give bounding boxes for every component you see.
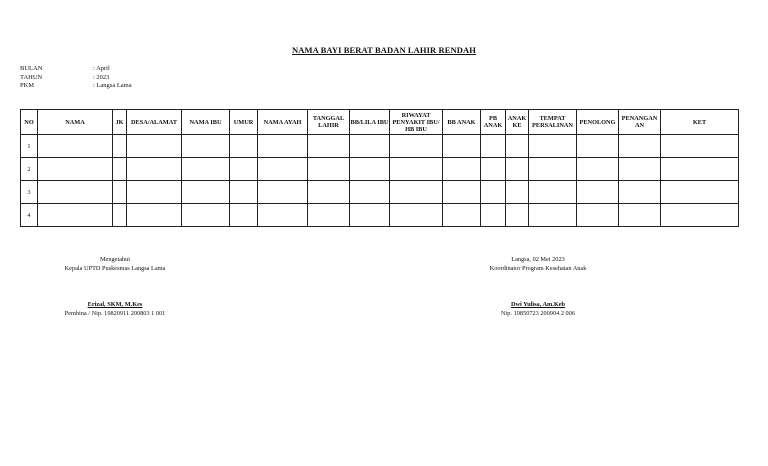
signature-right-name: Dwi Yulisa, Am.Keb [510, 301, 566, 308]
meta-row-pkm [20, 82, 132, 91]
table-row [21, 181, 739, 204]
col-header-nama-ibu: NAMA IBU [182, 110, 230, 135]
col-header-jk: JK [113, 110, 127, 135]
col-header-bb-anak: BB ANAK [443, 110, 481, 135]
col-header-nama-ayah: NAMA AYAH [258, 110, 308, 135]
signature-right-date: Langsa, 02 Mei 2023 [511, 256, 565, 263]
meta-label: TAHUN [20, 73, 43, 81]
col-header-pb-anak: PB ANAK [481, 110, 506, 135]
meta-value: : April [93, 65, 110, 72]
row-number: 4 [21, 204, 38, 227]
col-header-ket: KET [661, 110, 739, 135]
signature-left-acknowledgement: Mengetahui [99, 256, 131, 263]
col-header-nama: NAMA [38, 110, 113, 135]
meta-value: : 2023 [93, 73, 110, 81]
col-header-umur: UMUR [230, 110, 258, 135]
col-header-riwayat-penyakit: RIWAYAT PENYAKIT IBU/ HB IBU [390, 110, 443, 135]
signature-right-nip: Nip. 19850723 200904 2 006 [501, 310, 575, 317]
document-title: NAMA BAYI BERAT BADAN LAHIR RENDAH [292, 45, 476, 55]
col-header-bb-lila-ibu: BB/LILA IBU [350, 110, 390, 135]
meta-row-year [20, 74, 132, 83]
meta-label: BULAN [20, 65, 43, 72]
meta-block [20, 65, 132, 91]
col-header-desa-alamat: DESA/ALAMAT [127, 110, 182, 135]
meta-row-month [20, 65, 132, 74]
col-header-anak-ke: ANAK KE [506, 110, 529, 135]
table-header-row [21, 110, 739, 135]
row-number: 2 [21, 158, 38, 181]
data-table [20, 109, 739, 227]
table-row [21, 158, 739, 181]
table-row [21, 204, 739, 227]
meta-label: PKM [20, 82, 35, 90]
row-number: 3 [21, 181, 38, 204]
row-number: 1 [21, 135, 38, 158]
meta-value: : Langsa Lama [93, 82, 132, 90]
signature-left-nip: Pembina / Nip. 19820911 200803 1 001 [64, 310, 166, 317]
signature-left-position: Kepala UPTD Puskesmas Langsa Lama [64, 265, 166, 272]
table-row [21, 135, 739, 158]
col-header-penolong: PENOLONG [577, 110, 619, 135]
col-header-tempat-persalinan: TEMPAT PERSALINAN [529, 110, 577, 135]
col-header-no: NO [21, 110, 38, 135]
signature-right-position: Koordinator Program Kesehatan Anak [489, 265, 587, 272]
signature-left-name: Erizal, SKM, M.Kes [87, 301, 143, 308]
col-header-penanganan: PENANGAN AN [619, 110, 661, 135]
col-header-tanggal-lahir: TANGGAL LAHIR [308, 110, 350, 135]
